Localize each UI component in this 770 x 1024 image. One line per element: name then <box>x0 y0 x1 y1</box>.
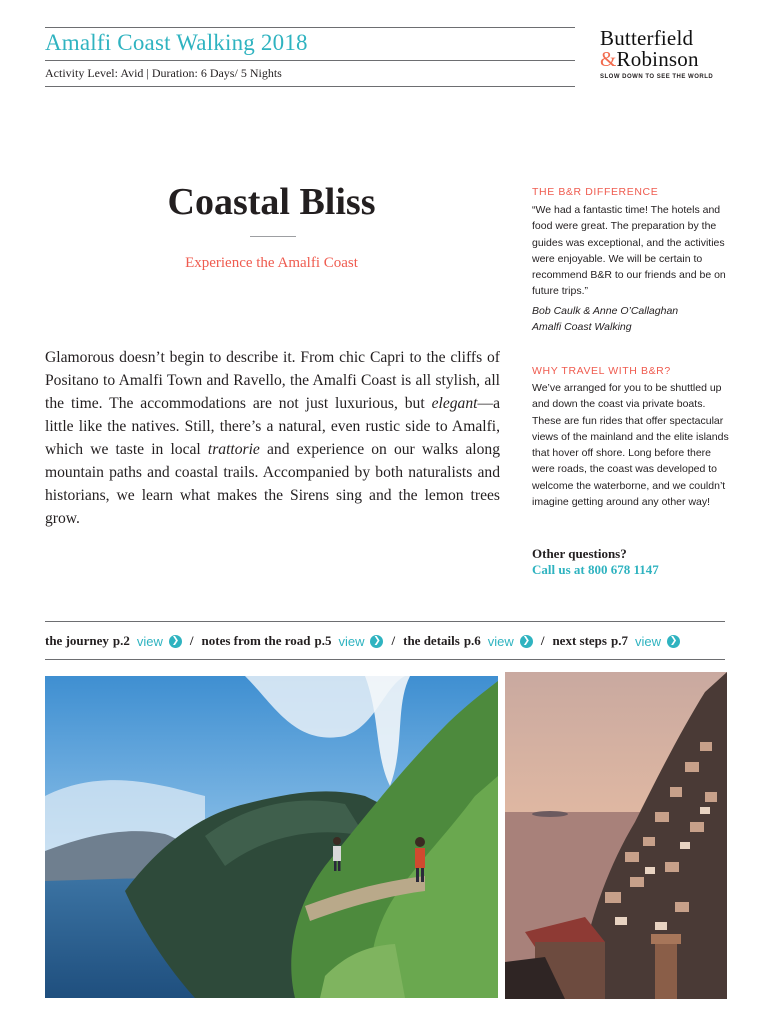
nav-separator: / <box>189 633 194 648</box>
nav-page: p.5 <box>314 633 332 648</box>
photo-positano-sunset <box>505 672 727 999</box>
chevron-right-icon[interactable]: ❯ <box>667 635 680 648</box>
call-us-link[interactable]: Call us at 800 678 1147 <box>532 562 659 577</box>
why-heading: WHY TRAVEL WITH B&R? <box>532 365 671 377</box>
nav-page: p.2 <box>112 633 130 648</box>
logo-ampersand: & <box>600 47 617 71</box>
nav-item-details[interactable] <box>403 633 533 649</box>
nav-item-next-steps[interactable] <box>552 633 680 649</box>
logo-line-2-text: Robinson <box>616 47 699 71</box>
nav-separator: / <box>540 633 545 648</box>
intro-trattorie: trattorie <box>207 441 260 458</box>
nav-view-link[interactable]: view <box>487 633 514 649</box>
why-text: We’ve arranged for you to be shuttled up and down the coast via private boats. These are fun rides that offer spectacular views of the mainland and the elite islands that hover off shore. Long before there were roads, the coast was developed to welcome the waterborne, and we couldn’t imagine getting around any other way! <box>532 382 729 509</box>
nav-item-journey[interactable] <box>45 633 182 649</box>
nav-label: the journey <box>45 633 109 648</box>
header-bottom-rule <box>45 86 575 87</box>
chevron-right-icon[interactable]: ❯ <box>520 635 533 648</box>
document-title: Amalfi Coast Walking 2018 <box>45 30 308 55</box>
header-mid-rule <box>45 60 575 61</box>
questions-label: Other questions? <box>532 546 627 561</box>
testimonial-author <box>532 303 732 336</box>
photo-coastal-hike <box>45 676 498 998</box>
difference-heading: THE B&R DIFFERENCE <box>532 186 659 198</box>
trip-meta: Activity Level: Avid | Duration: 6 Days/ 5 Nights <box>45 66 282 80</box>
hero-subtitle: Experience the Amalfi Coast <box>185 255 358 271</box>
header-top-rule <box>45 27 575 28</box>
nav-label: the details <box>403 633 460 648</box>
nav-page: p.7 <box>610 633 628 648</box>
nav-view-link[interactable]: view <box>634 633 661 649</box>
author-trip: Amalfi Coast Walking <box>532 321 632 334</box>
logo-line-1: Butterfield <box>600 26 694 50</box>
nav-view-link[interactable]: view <box>338 633 365 649</box>
company-logo[interactable] <box>600 28 730 80</box>
chevron-right-icon[interactable]: ❯ <box>370 635 383 648</box>
logo-tagline: SLOW DOWN TO SEE THE WORLD <box>600 74 714 80</box>
hero-divider <box>250 236 296 237</box>
intro-text-2: —a little like the natives. Still, there’s a natural, even rustic side to Amalfi, which we taste in local <box>45 395 500 458</box>
nav-separator: / <box>391 633 396 648</box>
nav-page: p.6 <box>463 633 481 648</box>
testimonial-quote: “We had a fantastic time! The hotels and food were great. The preparation by the guides was exceptional, and the activities were enjoyable. We will be certain to recommend B&R to our friends and be on future trips.” <box>532 204 726 298</box>
intro-elegant: elegant <box>431 395 478 412</box>
nav-item-notes[interactable] <box>202 633 384 649</box>
intro-paragraph <box>45 346 500 530</box>
nav-view-link[interactable]: view <box>136 633 163 649</box>
nav-label: next steps <box>552 633 607 648</box>
hero-title: Coastal Bliss <box>167 181 376 223</box>
nav-top-rule <box>45 621 725 622</box>
section-nav <box>45 632 680 650</box>
intro-text-1: Glamorous doesn’t begin to describe it. From chic Capri to the cliffs of Positano to Amalfi Town and Ravello, the Amalfi Coast is all stylish, all the time. The accommodations are not just luxurious, but <box>45 349 500 412</box>
chevron-right-icon[interactable]: ❯ <box>169 635 182 648</box>
nav-label: notes from the road <box>201 633 311 648</box>
author-name: Bob Caulk & Anne O’Callaghan <box>532 305 679 317</box>
nav-bottom-rule <box>45 659 725 660</box>
logo-line-2 <box>600 49 730 70</box>
intro-text-3: and experience on our walks along mountain paths and coastal trails. Accompanied by both naturalists and historians, we learn what makes the Sirens sing and the lemon trees grow. <box>45 441 500 527</box>
